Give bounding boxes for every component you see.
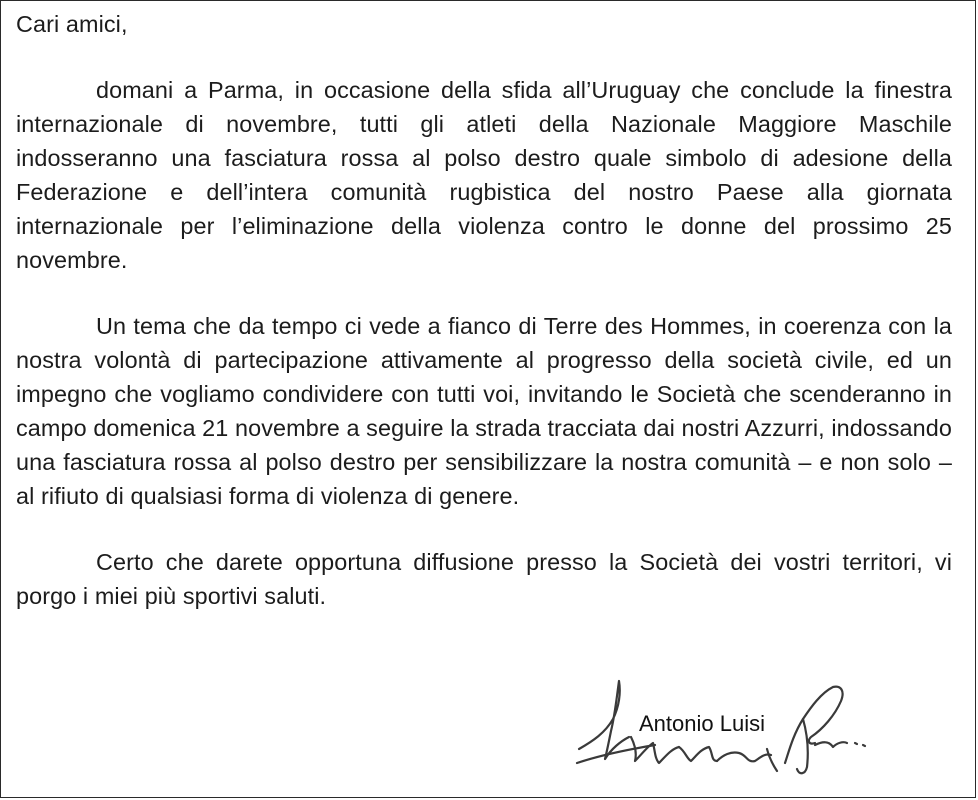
greeting: Cari amici,: [16, 11, 128, 37]
paragraph-3: Certo che darete opportuna diffusione presso la Società dei vostri territori, vi porgo i miei più sportivi saluti.: [16, 549, 952, 609]
paragraph-1: domani a Parma, in occasione della sfida all’Uruguay che conclude la finestra internazionale di novembre, tutti gli atleti della Nazionale Maggiore Maschile indosseranno una fasciatura rossa al polso destro quale simbolo di adesione della Federazione e dell’intera comunità rugbistica del nostro Paese alla giornata internazionale per l’eliminazione della violenza contro le donne del prossimo 25 novembre.: [16, 77, 952, 273]
paragraph-2: Un tema che da tempo ci vede a fianco di Terre des Hommes, in coerenza con la nostra volontà di partecipazione attivamente al progresso della società civile, ed un impegno che vogliamo condividere con tutti voi, invitando le Società che scenderanno in campo domenica 21 novembre a seguire la strada tracciata dai nostri Azzurri, indossando una fasciatura rossa al polso destro per sensibilizzare la nostra comunità – e non solo – al rifiuto di qualsiasi forma di violenza di genere.: [16, 313, 952, 509]
signature-block: [571, 671, 901, 781]
letter-body: [16, 7, 952, 613]
signer-name: Antonio Luisi: [639, 711, 765, 736]
